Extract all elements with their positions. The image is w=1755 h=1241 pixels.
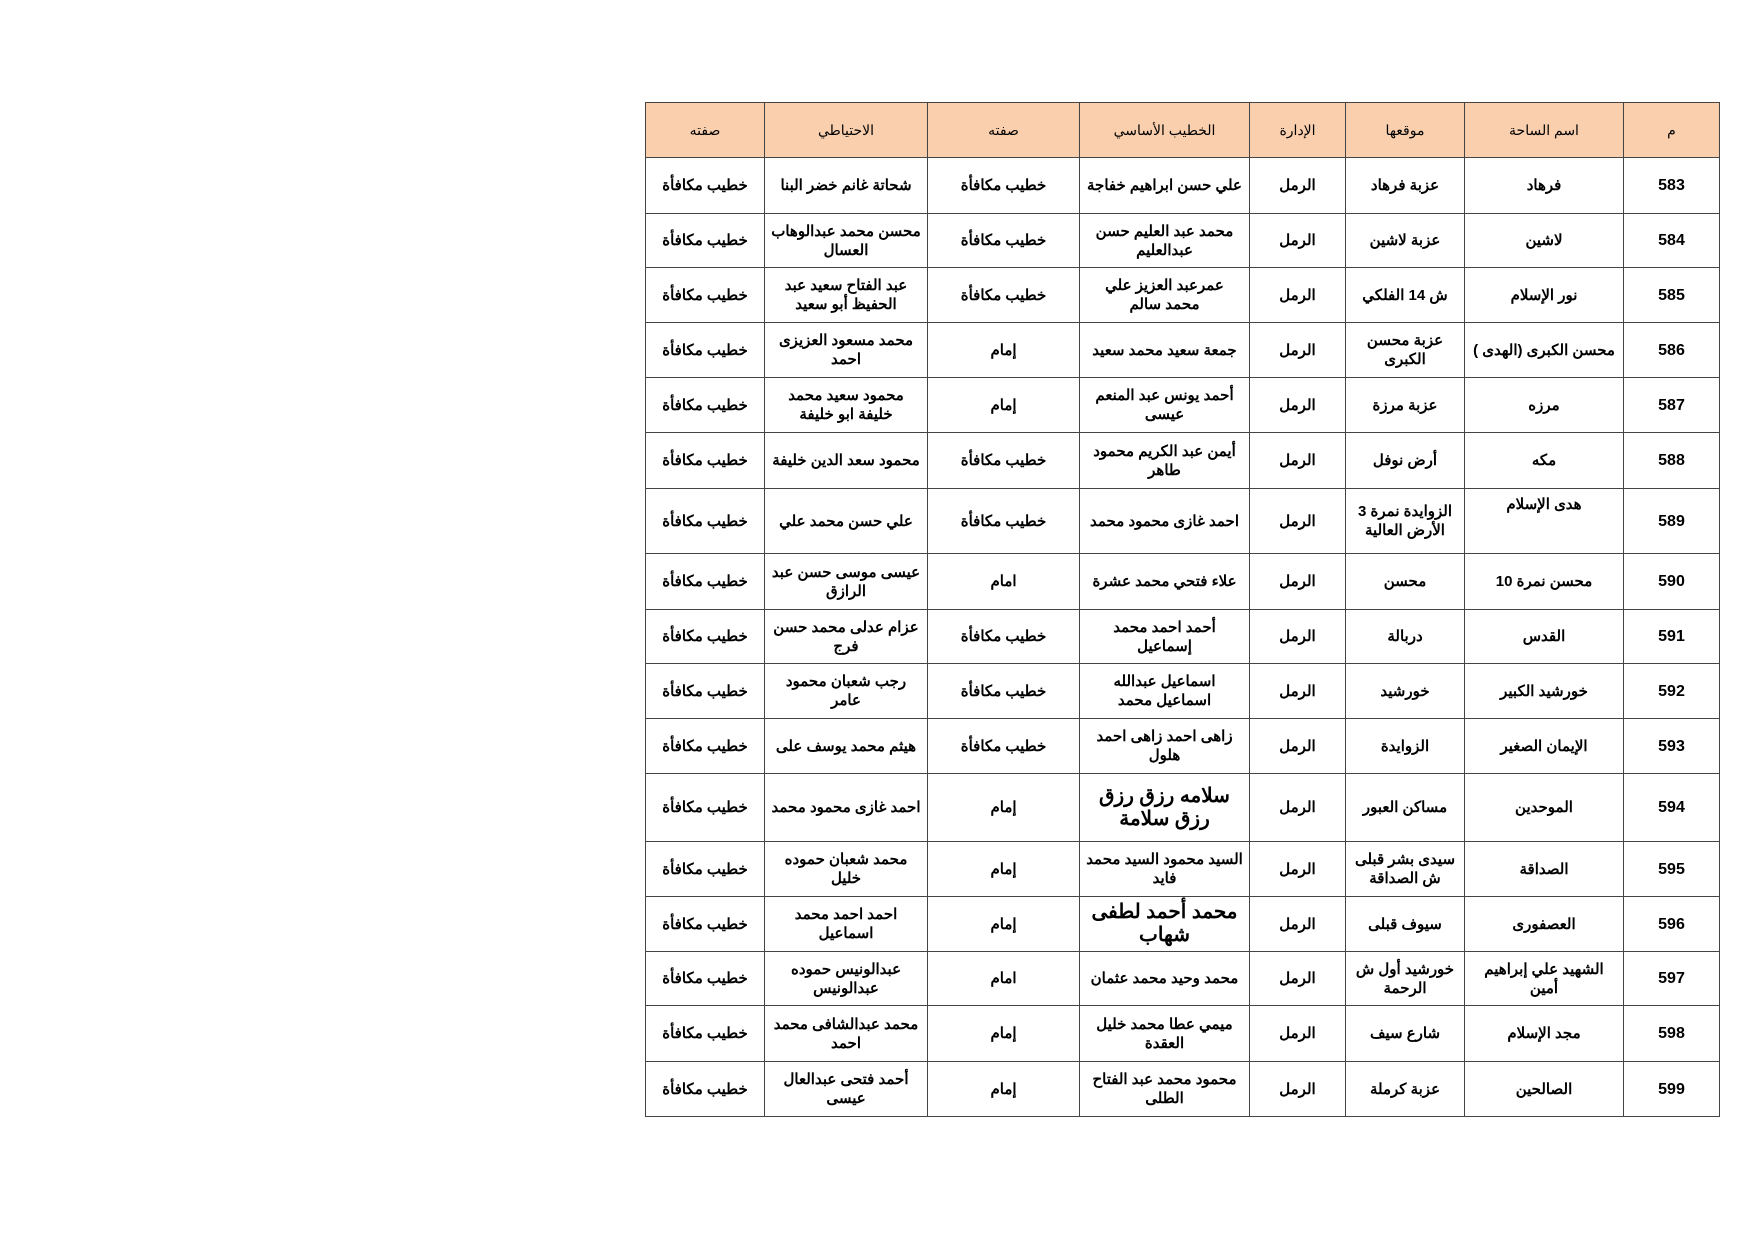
header-number: م [1624,103,1720,158]
cell-number: 592 [1624,664,1720,719]
cell-square-name: مكه [1465,433,1624,489]
cell-administration: الرمل [1250,842,1346,897]
cell-reserve-preacher: شحاتة غانم خضر البنا [765,158,928,214]
cell-location: أرض نوفل [1346,433,1465,489]
preachers-table [645,102,1720,1117]
header-reserve-role: صفته [646,103,765,158]
cell-main-preacher: محمود محمد عبد الفتاح الطلى [1080,1062,1250,1117]
cell-number: 588 [1624,433,1720,489]
cell-main-role: خطيب مكافأة [928,664,1080,719]
cell-main-role: خطيب مكافأة [928,719,1080,774]
cell-square-name: خورشيد الكبير [1465,664,1624,719]
cell-square-name: القدس [1465,610,1624,664]
table-row [646,664,1720,719]
cell-main-preacher: زاهى احمد زاهى احمد هلول [1080,719,1250,774]
cell-reserve-role: خطيب مكافأة [646,664,765,719]
cell-administration: الرمل [1250,489,1346,554]
cell-administration: الرمل [1250,214,1346,268]
cell-number: 585 [1624,268,1720,323]
cell-reserve-preacher: هيثم محمد يوسف على [765,719,928,774]
cell-main-role: خطيب مكافأة [928,610,1080,664]
cell-reserve-role: خطيب مكافأة [646,489,765,554]
cell-location: سيدى بشر قبلى ش الصداقة [1346,842,1465,897]
cell-square-name: الصالحين [1465,1062,1624,1117]
cell-administration: الرمل [1250,1062,1346,1117]
cell-number: 597 [1624,952,1720,1006]
cell-square-name: الموحدين [1465,774,1624,842]
cell-main-preacher: أحمد احمد محمد إسماعيل [1080,610,1250,664]
cell-main-role: إمام [928,1062,1080,1117]
cell-administration: الرمل [1250,554,1346,610]
cell-location: سيوف قبلى [1346,897,1465,952]
cell-main-preacher: اسماعيل عبدالله اسماعيل محمد [1080,664,1250,719]
cell-square-name: محسن نمرة 10 [1465,554,1624,610]
cell-reserve-preacher: محسن محمد عبدالوهاب العسال [765,214,928,268]
cell-location: خورشيد أول ش الرحمة [1346,952,1465,1006]
cell-main-preacher: احمد غازى محمود محمد [1080,489,1250,554]
cell-reserve-preacher: عبدالونيس حموده عبدالونيس [765,952,928,1006]
cell-reserve-role: خطيب مكافأة [646,1006,765,1062]
cell-administration: الرمل [1250,268,1346,323]
cell-main-preacher: سلامه رزق رزق رزق سلامة [1080,774,1250,842]
cell-main-preacher: علاء فتحي محمد عشرة [1080,554,1250,610]
cell-main-preacher: السيد محمود السيد محمد فايد [1080,842,1250,897]
cell-reserve-role: خطيب مكافأة [646,1062,765,1117]
cell-administration: الرمل [1250,774,1346,842]
table-row [646,433,1720,489]
cell-reserve-role: خطيب مكافأة [646,774,765,842]
cell-reserve-role: خطيب مكافأة [646,952,765,1006]
cell-main-preacher: عمرعبد العزيز علي محمد سالم [1080,268,1250,323]
cell-square-name: الشهيد علي إبراهيم أمين [1465,952,1624,1006]
cell-main-role: إمام [928,1006,1080,1062]
table-row [646,610,1720,664]
cell-main-preacher: علي حسن ابراهيم خفاجة [1080,158,1250,214]
cell-location: الزوايدة نمرة 3 الأرض العالية [1346,489,1465,554]
cell-main-role: إمام [928,897,1080,952]
cell-reserve-role: خطيب مكافأة [646,842,765,897]
cell-main-role: خطيب مكافأة [928,158,1080,214]
table-row [646,158,1720,214]
cell-location: محسن [1346,554,1465,610]
cell-location: عزبة فرهاد [1346,158,1465,214]
cell-main-preacher: محمد أحمد لطفى شهاب [1080,897,1250,952]
cell-reserve-preacher: أحمد فتحى عبدالعال عيسى [765,1062,928,1117]
header-administration: الإدارة [1250,103,1346,158]
header-main-role: صفته [928,103,1080,158]
cell-square-name: الإيمان الصغير [1465,719,1624,774]
header-location: موقعها [1346,103,1465,158]
cell-main-role: إمام [928,378,1080,433]
cell-square-name: محسن الكبرى (الهدى ) [1465,323,1624,378]
table-row [646,489,1720,554]
table-row [646,323,1720,378]
cell-main-preacher: محمد عبد العليم حسن عبدالعليم [1080,214,1250,268]
cell-location: دربالة [1346,610,1465,664]
cell-location: الزوايدة [1346,719,1465,774]
cell-main-role: خطيب مكافأة [928,214,1080,268]
cell-number: 598 [1624,1006,1720,1062]
cell-reserve-preacher: محمد مسعود العزيزى احمد [765,323,928,378]
cell-number: 591 [1624,610,1720,664]
cell-main-preacher: أيمن عبد الكريم محمود طاهر [1080,433,1250,489]
cell-main-preacher: محمد وحيد محمد عثمان [1080,952,1250,1006]
cell-number: 599 [1624,1062,1720,1117]
cell-administration: الرمل [1250,158,1346,214]
cell-location: مساكن العبور [1346,774,1465,842]
cell-reserve-role: خطيب مكافأة [646,214,765,268]
cell-reserve-preacher: احمد غازى محمود محمد [765,774,928,842]
cell-reserve-preacher: محمود سعد الدين خليفة [765,433,928,489]
cell-main-role: خطيب مكافأة [928,268,1080,323]
cell-administration: الرمل [1250,664,1346,719]
cell-number: 594 [1624,774,1720,842]
header-square-name: اسم الساحة [1465,103,1624,158]
cell-reserve-preacher: رجب شعبان محمود عامر [765,664,928,719]
cell-location: ش 14 الفلكي [1346,268,1465,323]
cell-square-name: نور الإسلام [1465,268,1624,323]
cell-administration: الرمل [1250,952,1346,1006]
cell-number: 590 [1624,554,1720,610]
cell-main-preacher: جمعة سعيد محمد سعيد [1080,323,1250,378]
cell-location: عزبة لاشين [1346,214,1465,268]
table-row [646,268,1720,323]
table-row [646,378,1720,433]
cell-square-name: هدى الإسلام [1465,489,1624,554]
cell-number: 596 [1624,897,1720,952]
cell-main-preacher: ميمي عطا محمد خليل العقدة [1080,1006,1250,1062]
table-row [646,719,1720,774]
cell-main-role: خطيب مكافأة [928,433,1080,489]
table-row [646,842,1720,897]
table-row [646,897,1720,952]
cell-square-name: العصفورى [1465,897,1624,952]
cell-administration: الرمل [1250,610,1346,664]
cell-location: شارع سيف [1346,1006,1465,1062]
cell-main-preacher: أحمد يونس عبد المنعم عيسى [1080,378,1250,433]
cell-square-name: الصداقة [1465,842,1624,897]
cell-number: 584 [1624,214,1720,268]
cell-number: 593 [1624,719,1720,774]
cell-number: 587 [1624,378,1720,433]
cell-main-role: إمام [928,774,1080,842]
table-row [646,214,1720,268]
header-main-preacher: الخطيب الأساسي [1080,103,1250,158]
cell-main-role: خطيب مكافأة [928,489,1080,554]
table-row [646,774,1720,842]
cell-reserve-role: خطيب مكافأة [646,719,765,774]
cell-main-role: امام [928,952,1080,1006]
cell-reserve-role: خطيب مكافأة [646,378,765,433]
table-row [646,1006,1720,1062]
cell-reserve-role: خطيب مكافأة [646,433,765,489]
header-row [646,103,1720,158]
cell-reserve-role: خطيب مكافأة [646,268,765,323]
cell-reserve-preacher: عزام عدلى محمد حسن فرج [765,610,928,664]
header-reserve-preacher: الاحتياطي [765,103,928,158]
cell-reserve-preacher: علي حسن محمد علي [765,489,928,554]
table-row [646,554,1720,610]
table-row [646,1062,1720,1117]
cell-administration: الرمل [1250,719,1346,774]
cell-administration: الرمل [1250,433,1346,489]
cell-administration: الرمل [1250,1006,1346,1062]
cell-reserve-preacher: محمود سعيد محمد خليفة ابو خليفة [765,378,928,433]
cell-administration: الرمل [1250,897,1346,952]
cell-location: عزبة مرزة [1346,378,1465,433]
cell-reserve-preacher: محمد شعبان حموده خليل [765,842,928,897]
cell-reserve-preacher: محمد عبدالشافى محمد احمد [765,1006,928,1062]
table-row [646,952,1720,1006]
cell-square-name: لاشين [1465,214,1624,268]
cell-number: 595 [1624,842,1720,897]
cell-reserve-role: خطيب مكافأة [646,323,765,378]
cell-number: 586 [1624,323,1720,378]
cell-main-role: إمام [928,842,1080,897]
cell-reserve-preacher: عيسى موسى حسن عبد الرازق [765,554,928,610]
cell-reserve-preacher: احمد احمد محمد اسماعيل [765,897,928,952]
cell-administration: الرمل [1250,378,1346,433]
cell-reserve-role: خطيب مكافأة [646,610,765,664]
cell-square-name: مرزه [1465,378,1624,433]
cell-number: 589 [1624,489,1720,554]
cell-location: عزبة كرملة [1346,1062,1465,1117]
cell-main-role: إمام [928,323,1080,378]
cell-administration: الرمل [1250,323,1346,378]
cell-location: عزبة محسن الكبرى [1346,323,1465,378]
cell-reserve-role: خطيب مكافأة [646,158,765,214]
cell-reserve-role: خطيب مكافأة [646,897,765,952]
cell-number: 583 [1624,158,1720,214]
cell-location: خورشيد [1346,664,1465,719]
cell-square-name: فرهاد [1465,158,1624,214]
cell-reserve-preacher: عبد الفتاح سعيد عبد الحفيظ أبو سعيد [765,268,928,323]
cell-reserve-role: خطيب مكافأة [646,554,765,610]
cell-square-name: مجد الإسلام [1465,1006,1624,1062]
cell-main-role: امام [928,554,1080,610]
